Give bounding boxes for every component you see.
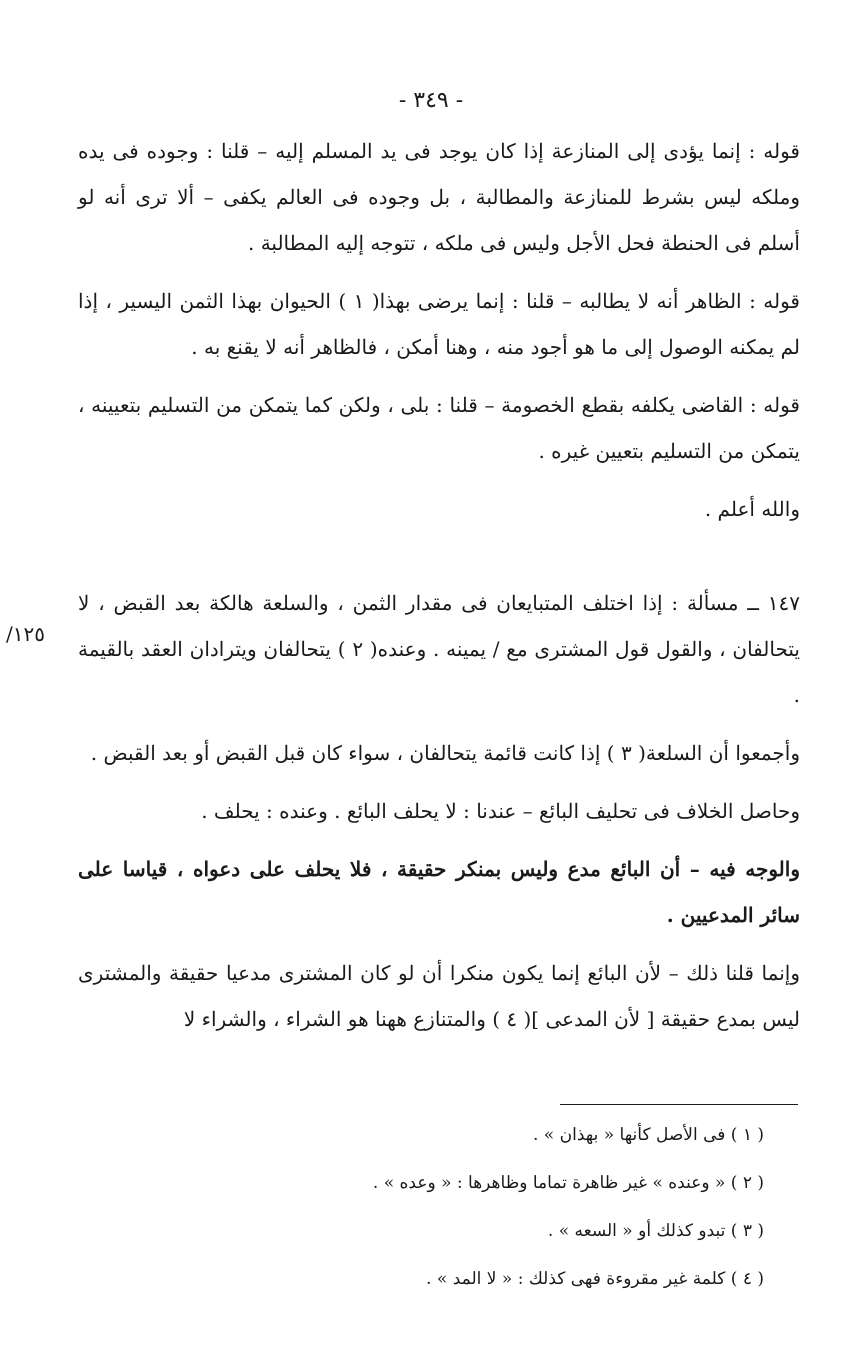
footnote-2: ( ٢ ) « وعنده » غير ظاهرة تماما وظاهرها : « وعده » . xyxy=(372,1173,764,1193)
paragraph-3: قوله : القاضى يكلفه بقطع الخصومة – قلنا : بلى ، ولكن كما يتمكن من التسليم بتعيينه ، يتمكن من التسليم بتعيين غيره . xyxy=(78,393,800,463)
paragraph-5: وأجمعوا أن السلعة( ٣ ) إذا كانت قائمة يتحالفان ، سواء كان قبل القبض أو بعد القبض . xyxy=(90,741,800,765)
paragraph-1: قوله : إنما يؤدى إلى المنازعة إذا كان يوجد فى يد المسلم إليه – قلنا : وجوده فى يده وملكه ليس بشرط للمنازعة والمطالبة ، بل وجوده فى العالم يكفى – ألا ترى أنه لو أسلم فى الحنطة فحل الأجل وليس فى ملكه ، تتوجه إليه المطالبة . xyxy=(78,139,801,255)
paragraph-6: وحاصل الخلاف فى تحليف البائع – عندنا : لا يحلف البائع . وعنده : يحلف . xyxy=(201,799,800,823)
paragraph-7-bold: والوجه فيه – أن البائع مدع وليس بمنكر حقيقة ، فلا يحلف على دعواه ، قياسا على سائر المدعيين . xyxy=(78,857,800,927)
footnote-divider xyxy=(560,1104,798,1105)
footnotes xyxy=(180,1116,764,1308)
page-number: - ٣٤٩ - xyxy=(398,88,464,113)
paragraph-issue-147: ١٤٧ ــ مسألة : إذا اختلف المتبايعان فى مقدار الثمن ، والسلعة هالكة بعد القبض ، لا يتحالفان ، والقول قول المشترى مع / يمينه . وعنده( ٢ ) يتحالفان ويترادان العقد بالقيمة . xyxy=(78,591,800,707)
main-text xyxy=(78,128,800,1054)
footnote-1: ( ١ ) فى الأصل كأنها « بهذان » . xyxy=(533,1125,764,1145)
margin-folio-note: ١٢٥/ xyxy=(6,622,45,646)
footnote-3: ( ٣ ) تبدو كذلك أو « السعه » . xyxy=(547,1221,764,1241)
paragraph-closing: والله أعلم . xyxy=(704,497,800,521)
paragraph-2: قوله : الظاهر أنه لا يطالبه – قلنا : إنما يرضى بهذا( ١ ) الحيوان بهذا الثمن اليسير ، إذا لم يمكنه الوصول إلى ما هو أجود منه ، وهنا أمكن ، فالظاهر أنه لا يقنع به . xyxy=(78,289,800,359)
section-gap xyxy=(78,544,800,580)
footnote-4: ( ٤ ) كلمة غير مقروءة فهى كذلك : « لا المد » . xyxy=(426,1269,764,1289)
paragraph-8: وإنما قلنا ذلك – لأن البائع إنما يكون منكرا أن لو كان المشترى مدعيا حقيقة والمشترى ليس بمدع حقيقة [ لأن المدعى ]( ٤ ) والمتنازع ههنا هو الشراء ، والشراء لا xyxy=(78,961,800,1031)
